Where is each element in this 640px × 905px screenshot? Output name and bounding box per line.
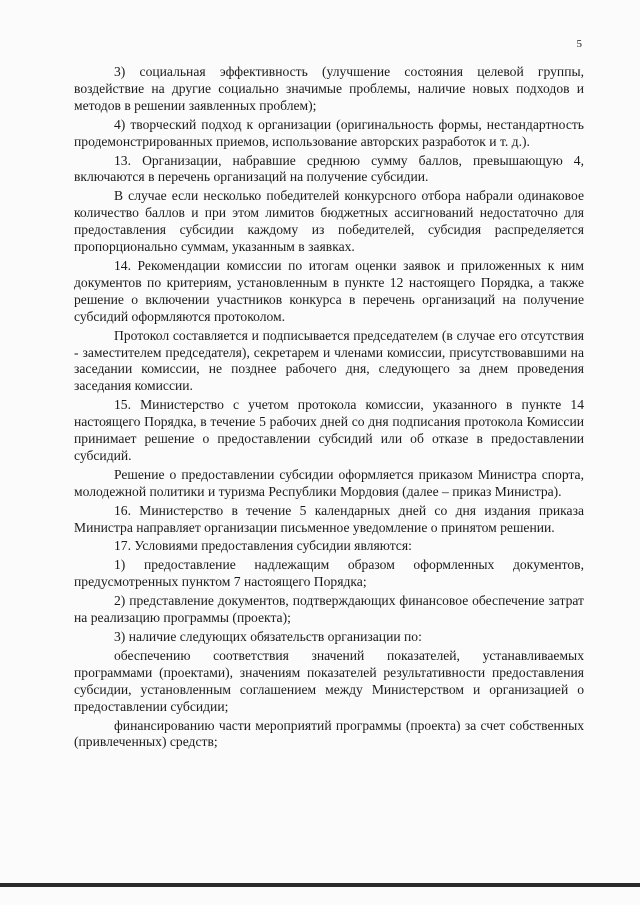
paragraph: 4) творческий подход к организации (оригинальность формы, нестандартность продемонстрированных приемов, использование авторских разработок и т. д.). bbox=[74, 116, 584, 149]
paragraph: 17. Условиями предоставления субсидии являются: bbox=[114, 538, 412, 554]
page-number: 5 bbox=[576, 38, 582, 50]
paragraph: обеспечению соответствия значений показателей, устанавливаемых программами (проектами), значениям показателей результативности предоставления субсидии, установленным соглашением между Министерством и организацией о предоставлении субсидии; bbox=[74, 647, 584, 714]
paragraph: 2) представление документов, подтверждающих финансовое обеспечение затрат на реализацию программы (проекта); bbox=[74, 593, 584, 626]
paragraph: финансированию части мероприятий программы (проекта) за счет собственных (привлеченных) средств; bbox=[74, 717, 584, 750]
paragraph: 3) социальная эффективность (улучшение состояния целевой группы, воздействие на другие социально значимые проблемы, наличие новых подходов и методов в решении заявленных проблем); bbox=[74, 64, 584, 113]
paragraph: Протокол составляется и подписывается председателем (в случае его отсутствия - заместителем председателя), секретарем и членами комиссии, присутствовавшими на заседании комиссии, не позднее рабочего дня, следующего за днем проведения заседания комиссии. bbox=[74, 327, 584, 394]
document-body bbox=[74, 64, 584, 753]
paragraph: 14. Рекомендации комиссии по итогам оценки заявок и приложенных к ним документов по критериям, установленным в пункте 12 настоящего Порядка, а также решение о включении участников конкурса в перечень организаций на получение субсидий оформляются протоколом. bbox=[74, 257, 584, 324]
paragraph: 16. Министерство в течение 5 календарных дней со дня издания приказа Министра направляет организации письменное уведомление о принятом решении. bbox=[74, 502, 584, 535]
paragraph: В случае если несколько победителей конкурсного отбора набрали одинаковое количество баллов и при этом лимитов бюджетных ассигнований недостаточно для предоставления субсидии каждому из победителей, субсидия распределяется пропорционально суммам, указанным в заявках. bbox=[74, 188, 584, 255]
paragraph: 1) предоставление надлежащим образом оформленных документов, предусмотренных пунктом 7 настоящего Порядка; bbox=[74, 557, 584, 590]
paragraph: Решение о предоставлении субсидии оформляется приказом Министра спорта, молодежной политики и туризма Республики Мордовия (далее – приказ Министра). bbox=[74, 466, 584, 499]
scan-bottom-edge bbox=[0, 883, 640, 887]
paragraph: 15. Министерство с учетом протокола комиссии, указанного в пункте 14 настоящего Порядка, в течение 5 рабочих дней со дня подписания протокола Комиссии принимает решение о предоставлении субсидий или об отказе в предоставлении субсидий. bbox=[74, 397, 584, 463]
paragraph: 3) наличие следующих обязательств организации по: bbox=[114, 629, 422, 644]
paragraph: 13. Организации, набравшие среднюю сумму баллов, превышающую 4, включаются в перечень организаций на получение субсидии. bbox=[74, 152, 584, 185]
